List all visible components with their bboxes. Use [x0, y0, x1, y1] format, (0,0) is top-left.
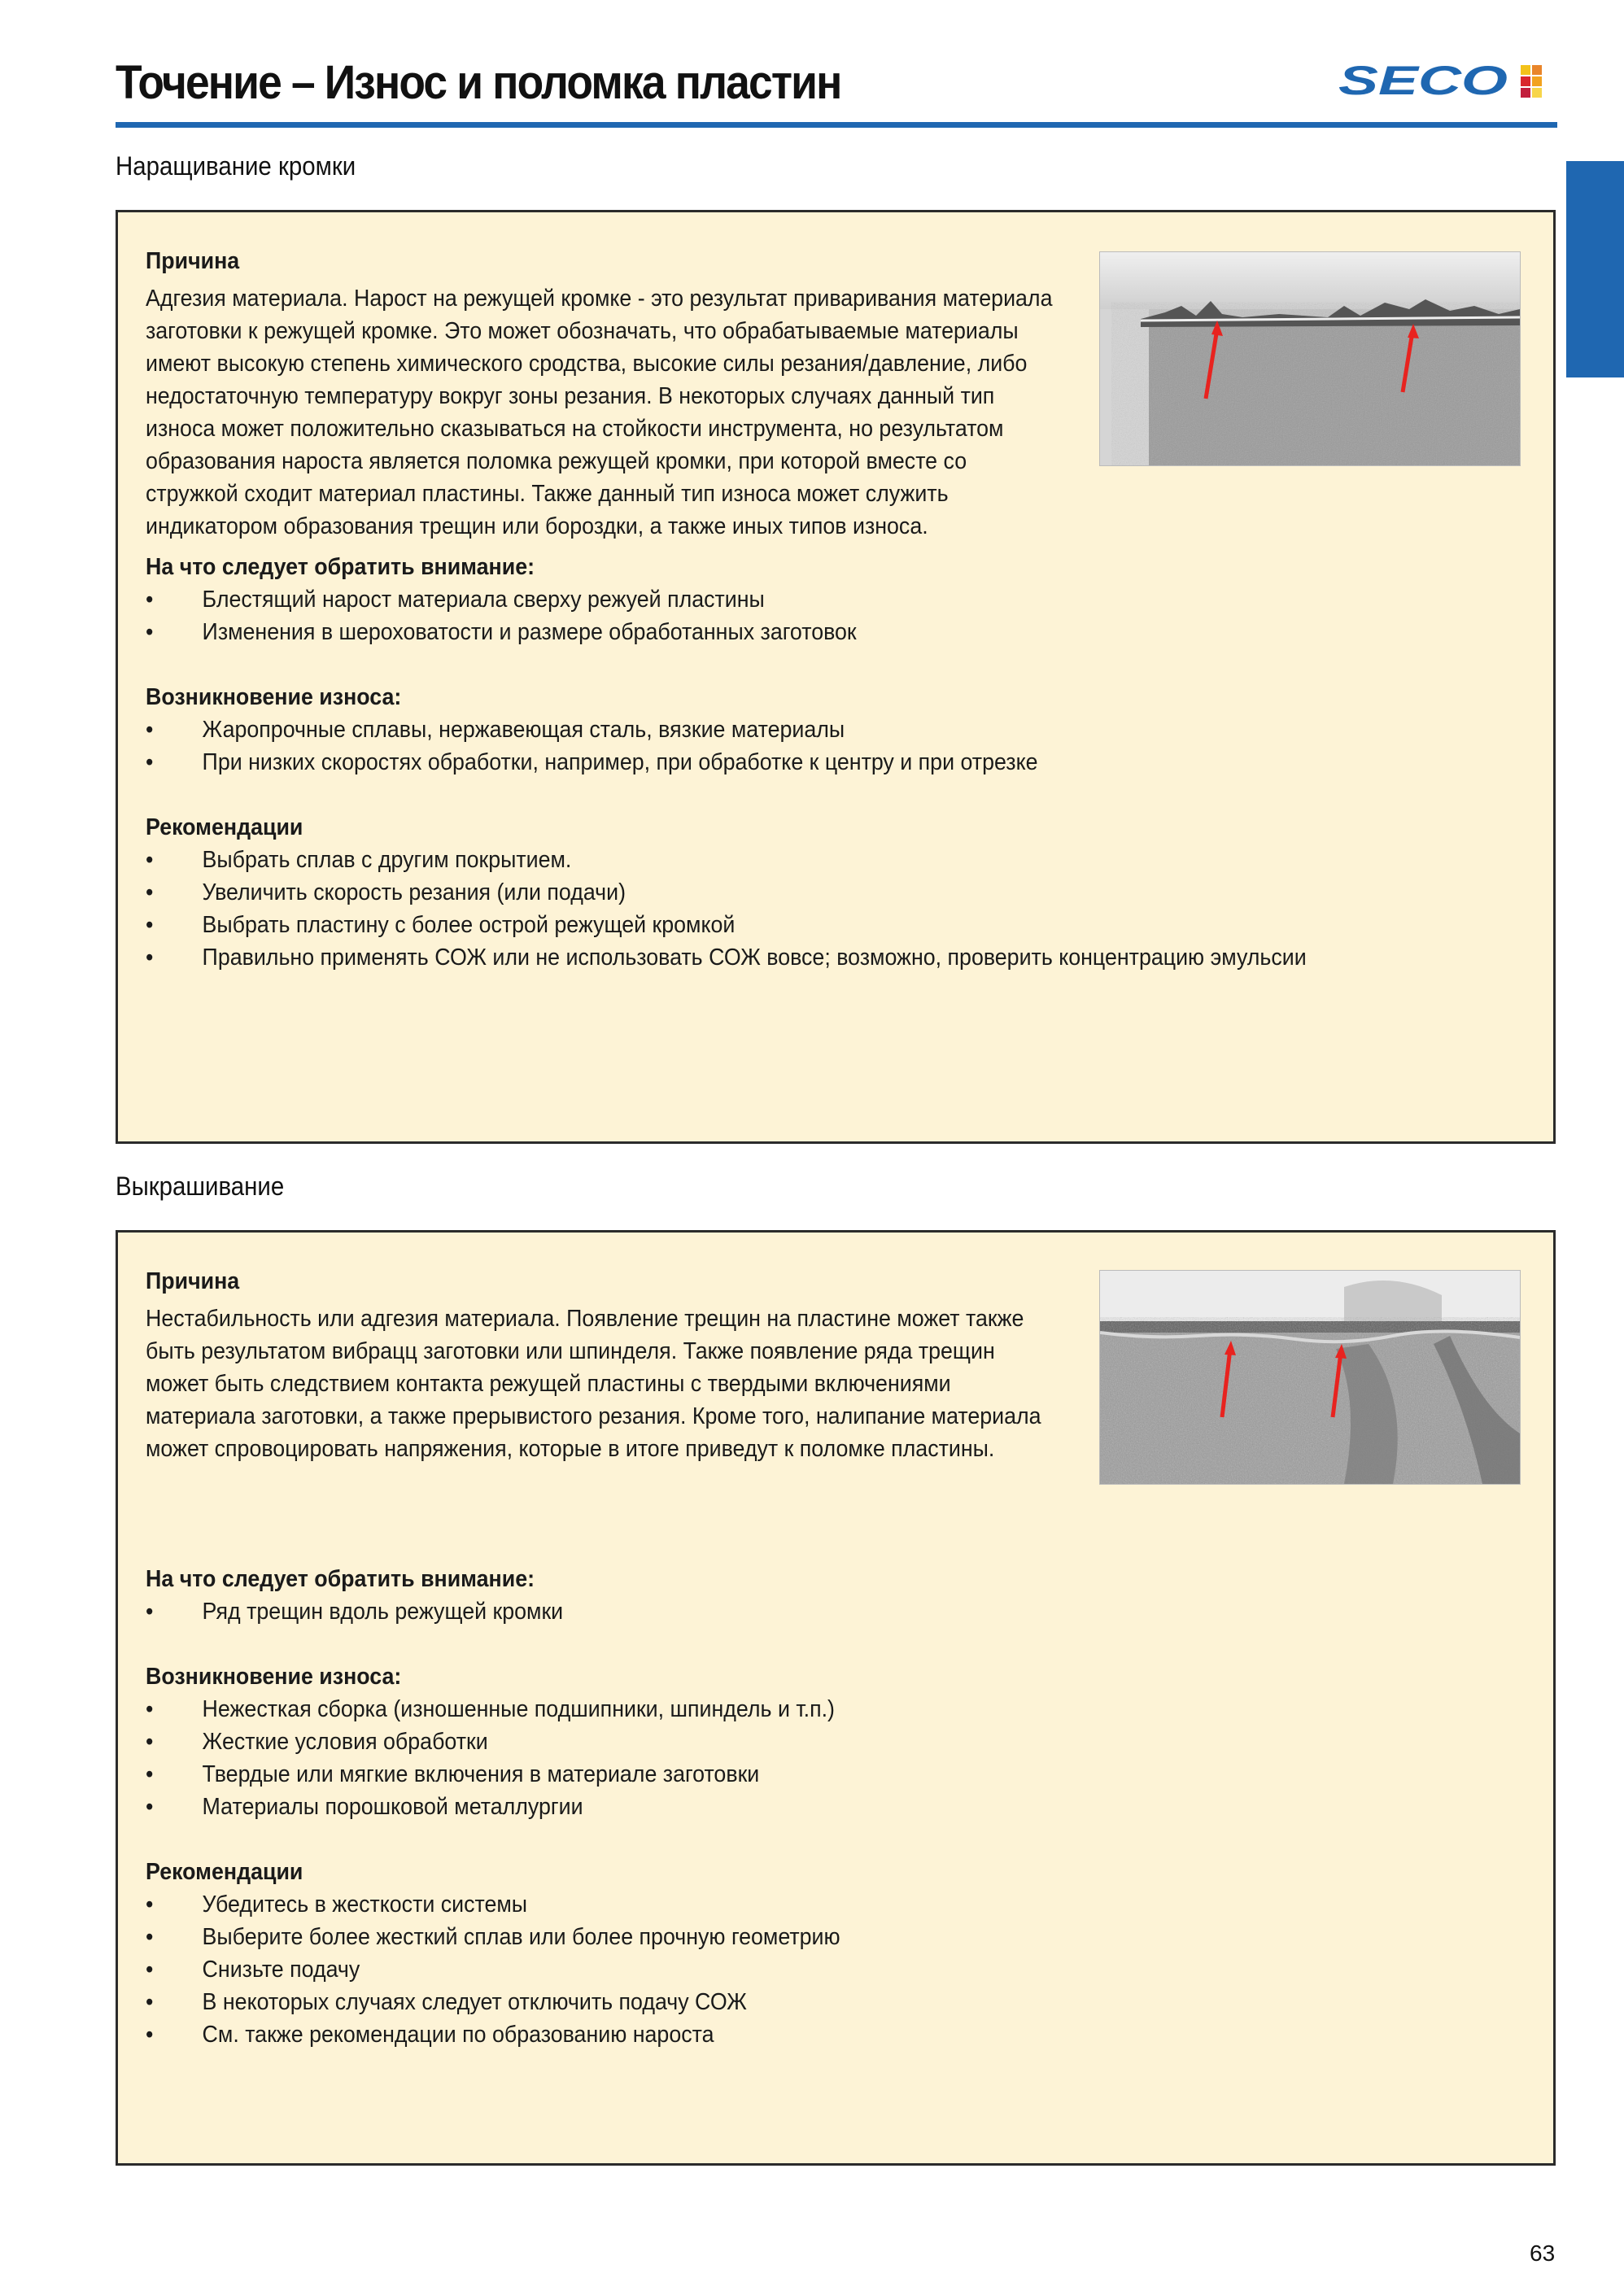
- list-item: • Жесткие условия обработки: [146, 1726, 1438, 1758]
- chipping-photo: [1099, 1270, 1521, 1485]
- watch-list: [146, 583, 1438, 648]
- list-item: • Увеличить скорость резания (или подачи): [146, 876, 1438, 909]
- recommend-list: [146, 844, 1438, 974]
- recommend-label: Рекомендации: [146, 814, 303, 840]
- list-item: • Выбрать сплав с другим покрытием.: [146, 844, 1438, 876]
- list-item: • Материалы порошковой металлургии: [146, 1791, 1438, 1823]
- occurrence-list: [146, 1693, 1438, 1823]
- occurrence-label: Возникновение износа:: [146, 1664, 402, 1690]
- occurrence-label: Возникновение износа:: [146, 684, 402, 710]
- seco-logo: [1338, 62, 1550, 101]
- list-item: • Снизьте подачу: [146, 1953, 1438, 1986]
- cause-text: Адгезия материала. Нарост на режущей кромке - это результат приваривания материала заготовки к режущей кромке. Это может обозначать, что обрабатываемые материалы имеют высокую степень химического сродства, высокие силы резания/давление, либо недостаточную температуру вокруг зоны резания. В некоторых случаях данный тип износа может положительно сказываться на стойкости инструмента, но результатом образования нароста является поломка режущей кромки, при которой вместе со стружкой сходит материал пластины. Также данный тип износа может служить индикатором образования трещин или бороздки, а также иных типов износа.: [146, 286, 1053, 539]
- title-rule: [116, 122, 1557, 128]
- list-item: • См. также рекомендации по образованию нароста: [146, 2018, 1438, 2051]
- list-item: • Твердые или мягкие включения в материале заготовки: [146, 1758, 1438, 1791]
- cause-text: Нестабильность или адгезия материала. Появление трещин на пластине может также быть результатом вибрацц заготовки или шпинделя. Также появление ряда трещин может быть следствием контакта режущей пластины с твердыми включениями материала заготовки, а также прерывистого резания. Кроме того, налипание материала может спровоцировать напряжения, которые в итоге приведут к поломке пластины.: [146, 1306, 1041, 1462]
- page-title: Точение – Износ и поломка пластин: [116, 56, 841, 109]
- watch-label: На что следует обратить внимание:: [146, 554, 535, 580]
- section-heading-built-up-edge: Наращивание кромки: [116, 151, 356, 181]
- watch-list: [146, 1595, 1438, 1628]
- list-item: • Блестящий нарост материала сверху режуей пластины: [146, 583, 1438, 616]
- seco-logo-wordmark: SECO: [1338, 62, 1508, 101]
- cause-label: Причина: [146, 248, 240, 274]
- occurrence-list: [146, 713, 1438, 779]
- recommend-label: Рекомендации: [146, 1859, 303, 1885]
- cause-label: Причина: [146, 1268, 240, 1294]
- built-up-edge-photo: [1099, 251, 1521, 466]
- list-item: • Жаропрочные сплавы, нержавеющая сталь, вязкие материалы: [146, 713, 1438, 746]
- list-item: • В некоторых случаях следует отключить подачу СОЖ: [146, 1986, 1438, 2018]
- section-box-built-up-edge: [116, 210, 1556, 1144]
- section-box-chipping: [116, 1230, 1556, 2166]
- list-item: • При низких скоростях обработки, например, при обработке к центру и при отрезке: [146, 746, 1438, 779]
- list-item: • Правильно применять СОЖ или не использовать СОЖ вовсе; возможно, проверить концентрацию эмульсии: [146, 941, 1438, 974]
- section-heading-chipping: Выкрашивание: [116, 1171, 285, 1201]
- recommend-list: [146, 1888, 1438, 2051]
- chapter-side-tab: [1566, 161, 1624, 377]
- watch-label: На что следует обратить внимание:: [146, 1566, 535, 1592]
- page-number: 63: [1530, 2240, 1556, 2266]
- list-item: • Ряд трещин вдоль режущей кромки: [146, 1595, 1438, 1628]
- list-item: • Выберите более жесткий сплав или более прочную геометрию: [146, 1921, 1438, 1953]
- list-item: • Убедитесь в жесткости системы: [146, 1888, 1438, 1921]
- list-item: • Выбрать пластину с более острой режущей кромкой: [146, 909, 1438, 941]
- list-item: • Нежесткая сборка (изношенные подшипники, шпиндель и т.п.): [146, 1693, 1438, 1726]
- list-item: • Изменения в шероховатости и размере обработанных заготовок: [146, 616, 1438, 648]
